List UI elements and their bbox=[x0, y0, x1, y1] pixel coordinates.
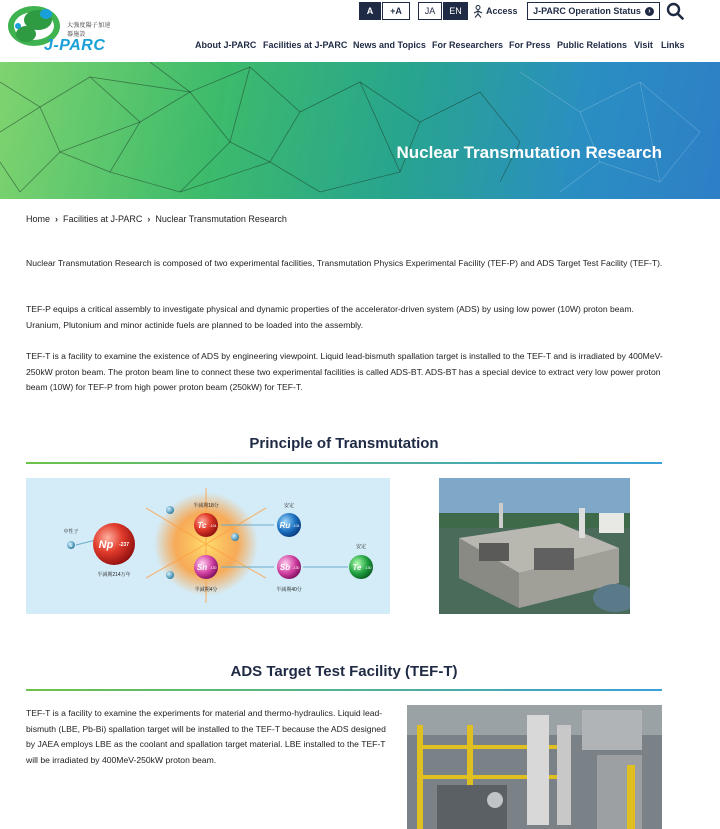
sn-symbol: Sn bbox=[196, 563, 208, 572]
facility-rendering-picture bbox=[439, 478, 630, 614]
sb-half-life: 半減期40分 bbox=[276, 587, 302, 593]
tefp-paragraph: TEF-P equips a critical assembly to investigate physical and dynamic properties of the accelerator-driven system (ADS) by using low power (10W) proton beam. Uranium, Plutonium and minor actinide fuels are planned to be loaded into the assembly. bbox=[26, 304, 634, 330]
lang-en-button[interactable]: EN bbox=[443, 2, 468, 20]
te-symbol: Te bbox=[352, 563, 362, 572]
search-icon[interactable] bbox=[666, 2, 684, 20]
chevron-right-icon: › bbox=[55, 214, 59, 224]
nav-news[interactable]: News and Topics bbox=[353, 40, 426, 50]
chevron-right-icon: › bbox=[147, 214, 151, 224]
jparc-logo[interactable] bbox=[4, 4, 116, 52]
sb-symbol: Sb bbox=[279, 563, 291, 572]
font-size-normal-button[interactable]: A bbox=[359, 2, 381, 20]
transmutation-illustration bbox=[26, 478, 390, 614]
section-title-principle: Principle of Transmutation bbox=[249, 435, 439, 452]
logo-wordmark: J-PARC bbox=[44, 37, 106, 54]
breadcrumb bbox=[26, 214, 287, 224]
font-size-large-button[interactable]: +A bbox=[382, 2, 410, 20]
breadcrumb-facilities[interactable]: Facilities at J-PARC bbox=[63, 214, 143, 224]
intro-paragraph: Nuclear Transmutation Research is composed of two experimental facilities, Transmutation Physics Experimental Facility (TEF-P) and ADS Target Test Facility (TEF-T). bbox=[26, 258, 663, 268]
tc-symbol: Tc bbox=[197, 521, 207, 530]
transmutation-diagram bbox=[26, 478, 390, 614]
neutron-n-label: N bbox=[69, 543, 73, 548]
nav-links[interactable]: Links bbox=[661, 40, 685, 50]
ru-symbol: Ru bbox=[279, 521, 291, 530]
sb-mass: -130 bbox=[292, 566, 300, 570]
teft-paragraph: TEF-T is a facility to examine the existence of ADS by engineering viewpoint. Liquid lead-bismuth spallation target is installed to the TEF-T and is irradiated by 400MeV-250kW proton beam. The proton beam line to connect these two experimental facilities is called ADS-BT. ADS-BT has a special device to extract very low power proton beam (10W) for TEF-P from high power proton beam (250kW) for TEF-T. bbox=[26, 351, 663, 392]
np-symbol: Np bbox=[98, 539, 114, 551]
section-divider bbox=[26, 689, 662, 691]
ru-stable-label: 安定 bbox=[283, 503, 295, 509]
section-divider bbox=[26, 462, 662, 464]
breadcrumb-home[interactable]: Home bbox=[26, 214, 51, 224]
site-header bbox=[0, 0, 720, 62]
hero-banner bbox=[0, 62, 720, 199]
section-title-teft: ADS Target Test Facility (TEF-T) bbox=[230, 663, 458, 680]
nav-researchers[interactable]: For Researchers bbox=[432, 40, 504, 50]
logo-japanese-text: 大強度陽子加速器施設 bbox=[67, 23, 111, 38]
operation-status-label: J-PARC Operation Status bbox=[533, 6, 641, 16]
breadcrumb-current: Nuclear Transmutation Research bbox=[155, 214, 287, 224]
nav-press[interactable]: For Press bbox=[509, 40, 551, 50]
tc-half-life: 半減期18分 bbox=[193, 503, 219, 509]
np-half-life: 半減期214万年 bbox=[97, 572, 131, 578]
tc-mass: -104 bbox=[209, 524, 217, 528]
teft-equipment-picture bbox=[407, 705, 662, 829]
operation-status-button[interactable] bbox=[527, 2, 660, 20]
teft-equipment-photo bbox=[407, 705, 662, 829]
te-stable-label: 安定 bbox=[355, 544, 367, 550]
lang-ja-button[interactable]: JA bbox=[418, 2, 442, 20]
network-mesh-decoration bbox=[0, 62, 720, 199]
te-mass: -130 bbox=[364, 566, 372, 570]
access-link[interactable] bbox=[472, 2, 524, 20]
neutron-label: 中性子 bbox=[63, 529, 79, 535]
arrow-right-icon: › bbox=[645, 7, 654, 16]
nav-public-relations[interactable]: Public Relations bbox=[557, 40, 628, 50]
facility-rendering-image bbox=[439, 478, 630, 614]
sn-mass: -130 bbox=[209, 566, 217, 570]
nav-visit[interactable]: Visit bbox=[634, 40, 653, 50]
page-title: Nuclear Transmutation Research bbox=[396, 143, 662, 162]
ru-mass: -104 bbox=[292, 524, 300, 528]
nav-about[interactable]: About J-PARC bbox=[195, 40, 257, 50]
nav-facilities[interactable]: Facilities at J-PARC bbox=[263, 40, 348, 50]
np-mass: -237 bbox=[118, 542, 130, 548]
sn-half-life: 半減期4分 bbox=[194, 587, 218, 593]
teft-description: TEF-T is a facility to examine the experiments for material and thermo-hydraulics. Liquid lead-bismuth (LBE, Pb-Bi) spallation target will be installed to the TEF-T because the ADS designed by JAEA employs LBE as the coolant and spallation target material. LBE installed to the TEF-T will be irradiated by 400MeV-250kW proton beam. bbox=[26, 708, 386, 765]
person-walk-icon bbox=[472, 5, 484, 18]
access-label: Access bbox=[486, 6, 518, 16]
